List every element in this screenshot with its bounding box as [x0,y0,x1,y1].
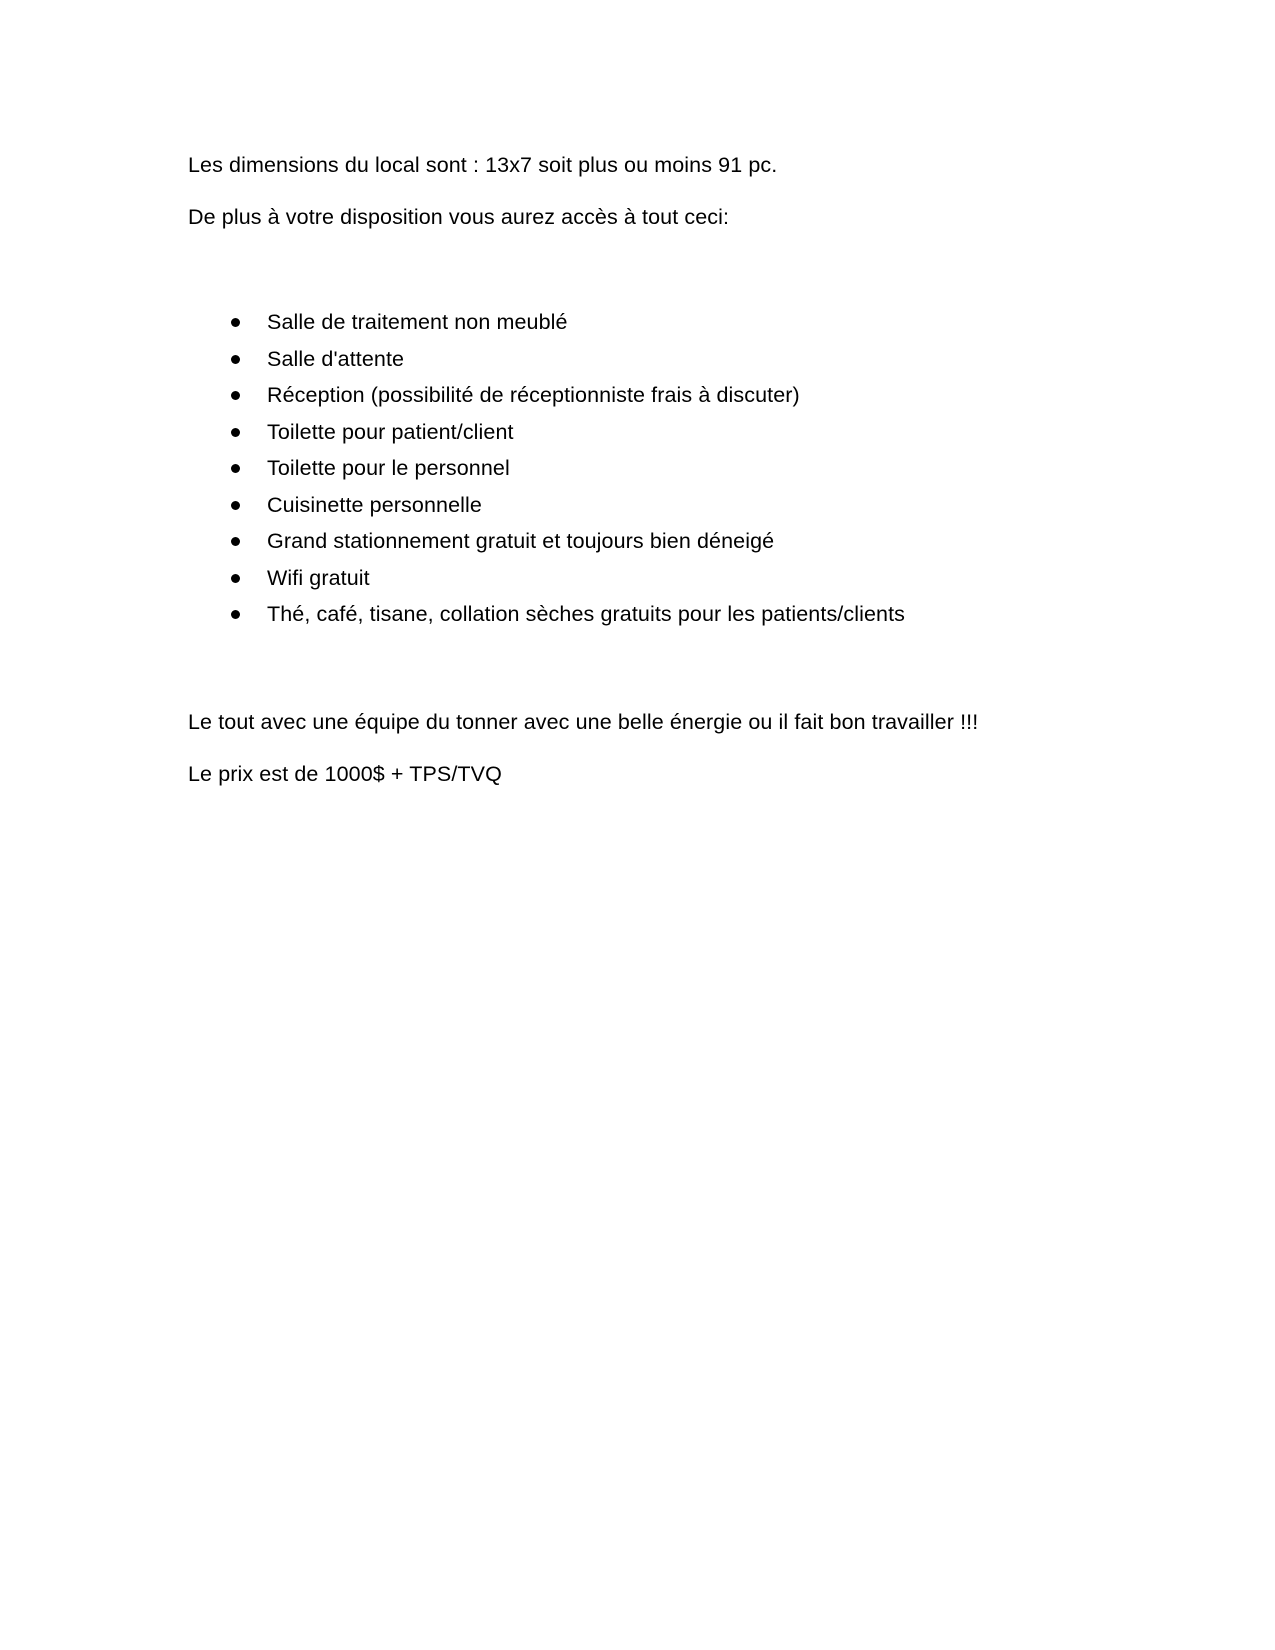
list-item-label: Wifi gratuit [267,565,370,590]
list-item-label: Thé, café, tisane, collation sèches gratuits pour les patients/clients [267,602,906,626]
bullet-icon [231,574,240,583]
list-item-label: Toilette pour patient/client [267,419,514,444]
list-item [0,527,1000,557]
list-item [0,491,1000,521]
list-item-label: Grand stationnement gratuit et toujours bien déneigé [267,529,775,553]
price-paragraph: Le prix est de 1000$ + TPS/TVQ [188,762,502,786]
list-item [0,600,1000,630]
dimensions-paragraph: Les dimensions du local sont : 13x7 soit plus ou moins 91 pc. [188,153,778,177]
list-item [0,345,1000,375]
list-item-label: Toilette pour le personnel [267,456,510,480]
list-item [0,308,1000,338]
list-item-label: Salle de traitement non meublé [267,310,568,334]
list-item-label: Cuisinette personnelle [267,492,482,517]
list-item-label: Salle d'attente [267,346,405,371]
bullet-icon [231,428,240,437]
bullet-icon [231,391,240,400]
list-item-label: Réception (possibilité de réceptionniste frais à discuter) [267,383,800,407]
bullet-icon [231,355,240,364]
bullet-icon [231,610,240,619]
bullet-icon [231,318,240,327]
intro-paragraph: De plus à votre disposition vous aurez accès à tout ceci: [188,205,730,229]
bullet-icon [231,501,240,510]
bullet-icon [231,537,240,546]
list-item [0,381,1000,411]
bullet-icon [231,464,240,473]
list-item [0,454,1000,484]
team-paragraph: Le tout avec une équipe du tonner avec une belle énergie ou il fait bon travailler !!! [188,710,979,734]
list-item [0,418,1000,448]
list-item [0,564,1000,594]
